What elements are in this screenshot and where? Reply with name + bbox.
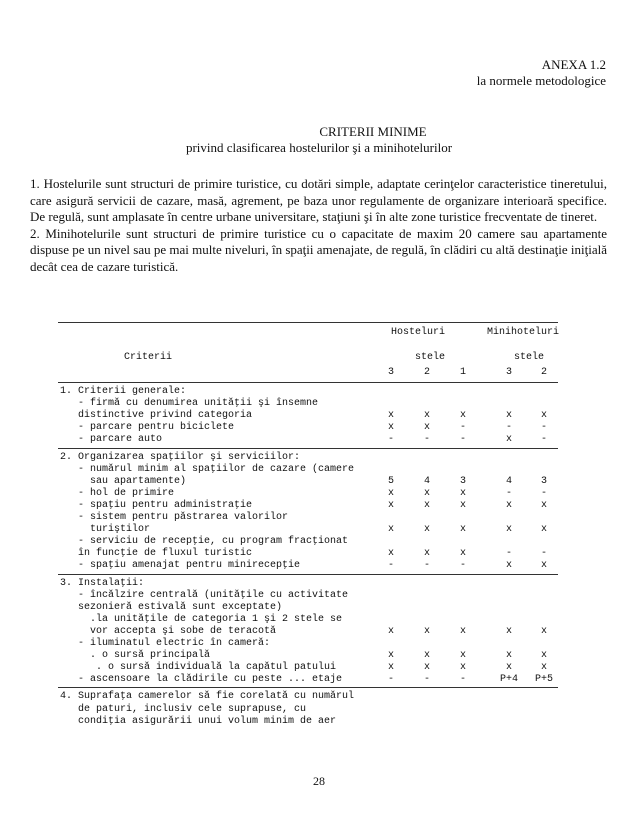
header-stars-minihotels: stele (514, 352, 545, 363)
criterion-text: .la unităţile de categoria 1 şi 2 stele se (60, 613, 343, 625)
criterion-value: 4 (505, 475, 512, 487)
criterion-value: x (423, 499, 430, 511)
criterion-value: x (387, 499, 394, 511)
intro-paragraph-2: 2. Minihotelurile sunt structuri de primire turistice cu o capacitate de maxim 20 camere sau apartamente dispuse pe un nivel sau pe mai multe niveluri, în spaţii amenajate, de regulă, în clădiri cu altă destinaţie iniţială decât cea de cazare turistică. (30, 225, 607, 274)
criterion-value: - (505, 422, 512, 434)
intro-paragraph-1: 1. Hostelurile sunt structuri de primire turistice, cu dotări simple, adaptate cerinţelor caracteristice tineretului, care asigură servicii de cazare, masă, agrement, pe baza unor regulamente de organizare interioară specifice. De regulă, sunt amplasate în centre urbane universitare, staţiuni şi în alte zone turistice frecventate de tineret. (30, 176, 607, 225)
criterion-value: x (505, 625, 512, 637)
criterion-value: x (505, 650, 512, 662)
criterion-value: x (505, 434, 512, 446)
criterion-text: - serviciu de recepţie, cu program fracţionat (60, 536, 349, 548)
section-rule (58, 448, 558, 449)
criterion-text: condiţia asigurării unui volum minim de aer (60, 715, 337, 727)
criterion-value: x (540, 560, 547, 572)
criterion-text: vor accepta şi sobe de teracotă (60, 625, 277, 637)
criterion-value: x (387, 662, 394, 674)
criterion-value: - (387, 434, 394, 446)
criterion-value: x (540, 524, 547, 536)
page-number: 28 (313, 774, 325, 788)
criterion-value: x (423, 524, 430, 536)
criterion-text: - numărul minim al spaţiilor de cazare (camere (60, 463, 355, 475)
header-col-h3: 3 (387, 367, 394, 378)
criterion-value: x (459, 410, 466, 422)
criterion-value: 3 (459, 475, 466, 487)
title-line-2: privind clasificarea hostelurilor şi a minihotelurilor (185, 140, 453, 155)
annex-line-2: la normele metodologice (476, 73, 606, 88)
criterion-text: - iluminatul electric în cameră: (60, 638, 271, 649)
criterion-value: - (423, 674, 430, 686)
header-criteria: Criterii (124, 352, 173, 363)
criterion-value: x (387, 524, 394, 536)
criterion-value: x (459, 524, 466, 536)
criterion-value: - (540, 487, 547, 499)
section-rule (58, 574, 558, 575)
criterion-value: x (423, 487, 430, 499)
header-col-h2: 2 (423, 367, 430, 378)
criterion-value: x (387, 625, 394, 637)
criterion-text: - spaţiu amenajat pentru minirecepţie (60, 560, 301, 572)
criterion-text: - sistem pentru păstrarea valorilor (60, 512, 289, 523)
criterion-text: 4. Suprafaţa camerelor să fie corelată cu numărul (60, 691, 355, 703)
criterion-value: x (540, 625, 547, 637)
document-title (0, 124, 638, 156)
criterion-text: turiştilor (60, 524, 151, 536)
criterion-value: P+5 (534, 674, 553, 686)
criterion-text: sezonieră estivală sunt exceptate) (60, 601, 283, 613)
criterion-text: - parcare pentru biciclete (60, 422, 235, 434)
criterion-value: x (505, 662, 512, 674)
criterion-value: - (423, 434, 430, 446)
criterion-value: x (423, 548, 430, 560)
criterion-value: - (540, 434, 547, 446)
criterion-value: x (505, 560, 512, 572)
criterion-value: x (540, 650, 547, 662)
header-bottom-rule (58, 382, 558, 383)
header-minihotels: Minihoteluri (487, 327, 560, 338)
section-rule (58, 687, 558, 688)
criterion-value: x (387, 422, 394, 434)
criterion-value: x (459, 499, 466, 511)
criterion-text: de paturi, inclusiv cele suprapuse, cu (60, 703, 307, 715)
criterion-value: - (459, 560, 466, 572)
criterion-value: x (540, 410, 547, 422)
annex-line-1: ANEXA 1.2 (541, 57, 606, 72)
criterion-value: 4 (423, 475, 430, 487)
criterion-text: . o sursă principală (60, 650, 211, 662)
criterion-value: - (505, 487, 512, 499)
criterion-value: x (423, 422, 430, 434)
criterion-value: x (505, 410, 512, 422)
criterion-text: - spaţiu pentru administraţie (60, 499, 253, 511)
criterion-text: - hol de primire (60, 487, 175, 499)
criterion-value: x (540, 499, 547, 511)
table-top-rule (58, 322, 558, 323)
criterion-value: - (505, 548, 512, 560)
criterion-value: - (387, 560, 394, 572)
criterion-value: x (505, 499, 512, 511)
criterion-value: x (423, 662, 430, 674)
criterion-value: x (387, 410, 394, 422)
criterion-value: x (387, 487, 394, 499)
title-line-1: CRITERII MINIME (319, 124, 427, 139)
header-stars-hostels: stele (415, 352, 446, 363)
criterion-value: x (540, 662, 547, 674)
criterion-text: - firmă cu denumirea unităţii şi însemne (60, 398, 319, 410)
header-col-m2: 2 (540, 367, 547, 378)
criterion-text: distinctive privind categoria (60, 410, 253, 422)
criterion-value: x (459, 650, 466, 662)
criterion-value: - (459, 674, 466, 686)
criterion-value: x (459, 662, 466, 674)
criterion-value: P+4 (499, 674, 518, 686)
criterion-value: x (387, 548, 394, 560)
criterion-value: 5 (387, 475, 394, 487)
criterion-text: 1. Criterii generale: (60, 386, 187, 397)
criterion-value: x (423, 625, 430, 637)
criterion-value: - (423, 560, 430, 572)
criterion-text: - încălzire centrală (unităţile cu activitate (60, 589, 349, 601)
annex-heading (0, 57, 606, 89)
criterion-value: x (459, 548, 466, 560)
criterion-text: - ascensoare la clădirile cu peste ... etaje (60, 674, 343, 686)
criterion-text: - parcare auto (60, 434, 163, 446)
criterion-value: - (540, 422, 547, 434)
criterion-value: - (459, 434, 466, 446)
criterion-value: x (423, 410, 430, 422)
criterion-value: - (387, 674, 394, 686)
criterion-text: în funcţie de fluxul turistic (60, 548, 253, 560)
header-hostels: Hosteluri (391, 327, 446, 338)
criterion-text: 3. Instalaţii: (60, 577, 145, 589)
intro-text (30, 176, 607, 276)
criterion-value: - (459, 422, 466, 434)
criterion-value: - (540, 548, 547, 560)
criterion-value: x (387, 650, 394, 662)
criterion-value: x (459, 625, 466, 637)
criterion-text: . o sursă individuală la capătul patului (60, 662, 337, 674)
header-col-m3: 3 (505, 367, 512, 378)
criterion-text: 2. Organizarea spaţiilor şi serviciilor: (60, 451, 301, 463)
criterion-value: x (459, 487, 466, 499)
header-col-h1: 1 (459, 367, 466, 378)
criterion-text: sau apartamente) (60, 475, 187, 487)
criterion-value: x (423, 650, 430, 662)
criterion-value: 3 (540, 475, 547, 487)
criterion-value: x (505, 524, 512, 536)
